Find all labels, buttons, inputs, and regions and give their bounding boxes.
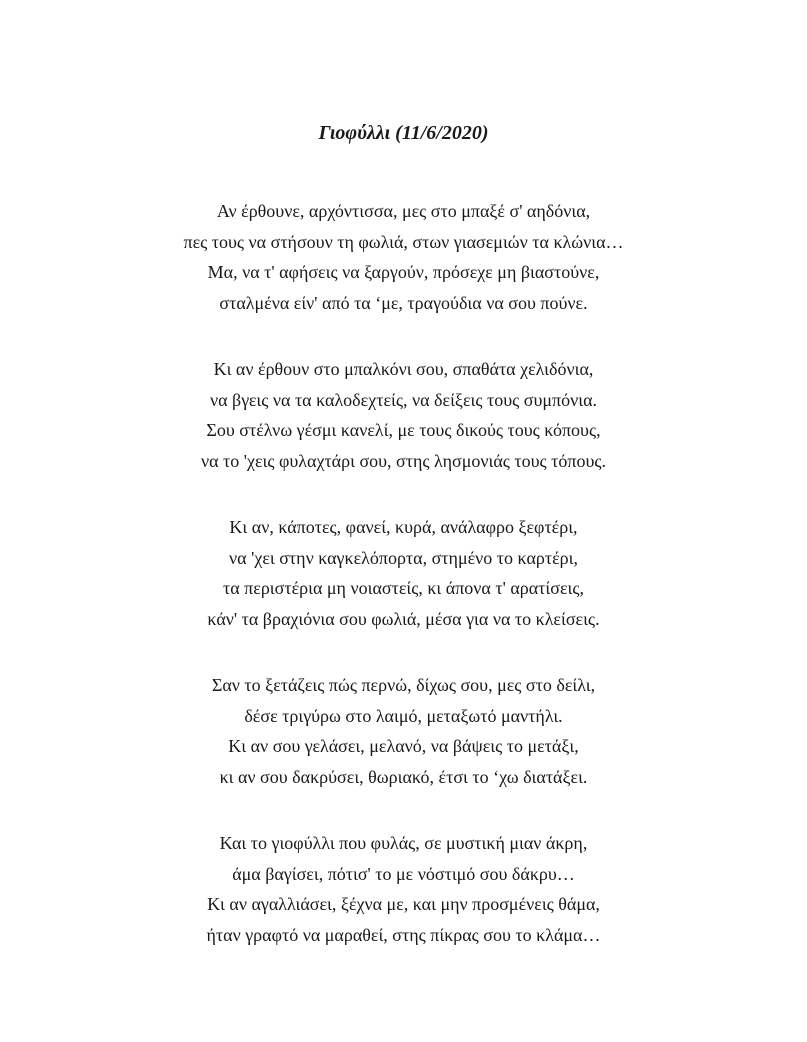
poem-line: κι αν σου δακρύσει, θωριακό, έτσι το ‘χω διατάξει. xyxy=(219,766,588,787)
poem-line: Κι αν έρθουν στο μπαλκόνι σου, σπαθάτα χελιδόνια, xyxy=(213,359,594,379)
poem-line: να το 'χεις φυλαχτάρι σου, στης λησμονιάς τους τόπους. xyxy=(200,450,607,471)
poem-body xyxy=(0,196,807,986)
stanza-5 xyxy=(0,828,807,950)
poem-line: Σου στέλνω γέσμι κανελί, με τους δικούς τους κόπους, xyxy=(206,420,601,440)
poem-line: να βγεις να τα καλοδεχτείς, να δείξεις τους συμπόνια. xyxy=(209,389,598,410)
stanza-3 xyxy=(0,512,807,634)
poem-line: πες τους να στήσουν τη φωλιά, στων γιασεμιών τα κλώνια… xyxy=(183,231,624,252)
poem-line: Κι αν αγαλλιάσει, ξέχνα με, και μην προσμένεις θάμα, xyxy=(207,894,600,914)
poem-line: Κι αν, κάποτες, φανεί, κυρά, ανάλαφρο ξεφτέρι, xyxy=(229,517,578,537)
poem-line: Κι αν σου γελάσει, μελανό, να βάψεις το μετάξι, xyxy=(228,736,579,756)
poem-line: ήταν γραφτό να μαραθεί, στης πίκρας σου το κλάμα… xyxy=(206,924,601,945)
poem-line: Και το γιοφύλλι που φυλάς, σε μυστική μιαν άκρη, xyxy=(219,833,588,853)
poem-line: να 'χει στην καγκελόπορτα, στημένο το καρτέρι, xyxy=(229,547,578,568)
poem-line: δέσε τριγύρω στο λαιμό, μεταξωτό μαντήλι. xyxy=(244,705,563,726)
poem-line: άμα βαγίσει, πότισ' το με νόστιμό σου δάκρυ… xyxy=(232,863,575,884)
poem-line: Μα, να τ' αφήσεις να ξαργούν, πρόσεχε μη βιαστούνε, xyxy=(207,262,600,282)
poem-line: σταλμένα είν' από τα ‘με, τραγούδια να σου πούνε. xyxy=(219,292,588,313)
stanza-1 xyxy=(0,196,807,318)
poem-title: Γιοφύλλι (11/6/2020) xyxy=(318,122,489,144)
poem-line: Σαν το ξετάζεις πώς περνώ, δίχως σου, μες στο δείλι, xyxy=(211,675,596,695)
stanza-4 xyxy=(0,670,807,792)
poem-line: Αν έρθουνε, αρχόντισσα, μες στο μπαξέ σ' αηδόνια, xyxy=(216,201,591,221)
poem-line: τα περιστέρια μη νοιαστείς, κι άπονα τ' αρατίσεις, xyxy=(223,578,584,598)
stanza-2 xyxy=(0,354,807,476)
poem-line: κάν' τα βραχιόνια σου φωλιά, μέσα για να το κλείσεις. xyxy=(207,608,600,629)
